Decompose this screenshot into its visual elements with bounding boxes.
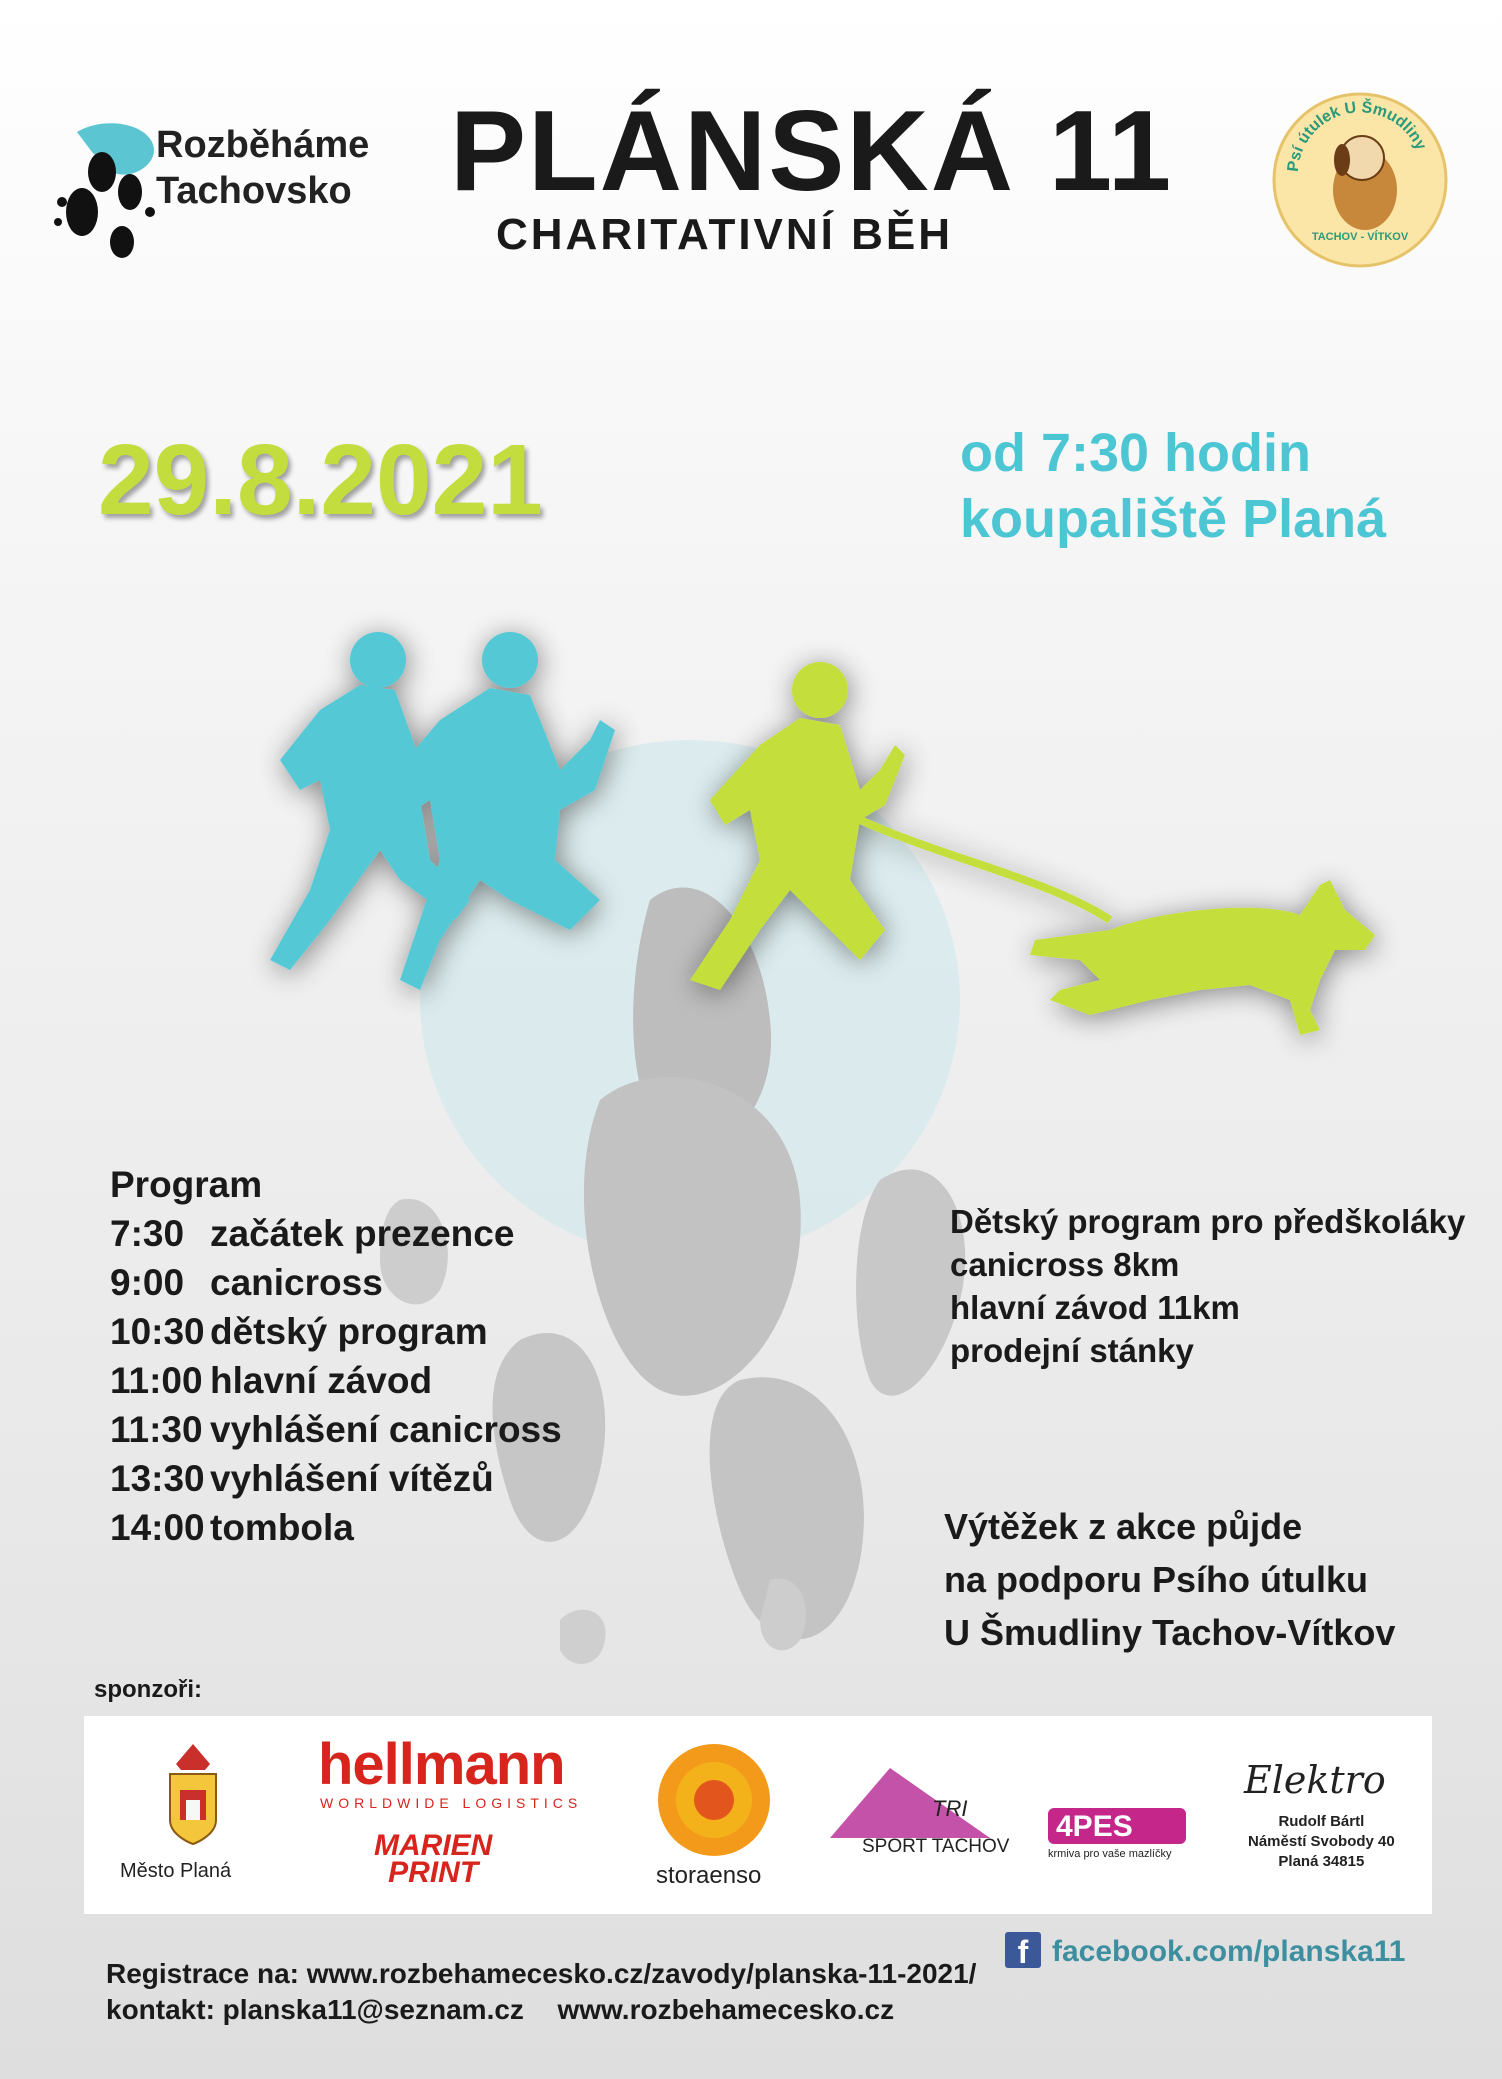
program-time: 11:30 xyxy=(110,1409,203,1450)
page-subtitle: CHARITATIVNÍ BĚH xyxy=(496,210,954,259)
sponsor-4pes-sub: krmiva pro vaše mazlíčky xyxy=(1048,1848,1172,1860)
program-heading: Program xyxy=(110,1164,263,1205)
contact-email[interactable]: kontakt: planska11@seznam.cz xyxy=(106,1994,524,2025)
program-item xyxy=(110,1454,562,1503)
event-date: 29.8.2021 xyxy=(98,424,543,536)
program-label: vyhlášení vítězů xyxy=(210,1458,494,1499)
proceeds-line: na podporu Psího útulku xyxy=(944,1559,1368,1600)
shelter-bottom-text: TACHOV - VÍTKOV xyxy=(1311,231,1409,243)
proceeds-line: U Šmudliny Tachov-Vítkov xyxy=(944,1612,1396,1653)
elektro-addr-line: Rudolf Bártl xyxy=(1278,1813,1365,1830)
registration-link[interactable]: Registrace na: www.rozbehamecesko.cz/zavody/planska-11-2021/ xyxy=(106,1958,977,1989)
info-list xyxy=(950,1200,1465,1372)
sponsor-tri-bottom: SPORT TACHOV xyxy=(862,1836,1010,1857)
facebook-link[interactable]: facebook.com/planska11 xyxy=(1052,1935,1406,1968)
info-line: canicross 8km xyxy=(950,1246,1180,1283)
program-label: vyhlášení canicross xyxy=(210,1409,562,1450)
event-place: koupaliště Planá xyxy=(960,489,1387,549)
program-time: 9:00 xyxy=(110,1262,185,1303)
elektro-addr-line: Náměstí Svobody 40 xyxy=(1248,1833,1395,1850)
club-name-line2: Tachovsko xyxy=(156,170,352,212)
program-time: 11:00 xyxy=(110,1360,203,1401)
proceeds-note xyxy=(944,1500,1395,1659)
elektro-addr-line: Planá 34815 xyxy=(1278,1853,1365,1870)
paw-icon xyxy=(52,112,162,262)
info-line: prodejní stánky xyxy=(950,1332,1194,1369)
sponsor-tri-top: TRI xyxy=(932,1796,968,1821)
program-label: začátek prezence xyxy=(210,1213,515,1254)
coat-of-arms-icon xyxy=(160,1740,226,1850)
sun-icon xyxy=(652,1738,776,1862)
program-list xyxy=(110,1160,562,1552)
program-label: dětský program xyxy=(210,1311,488,1352)
program-item xyxy=(110,1307,562,1356)
triangle-icon xyxy=(830,1768,1010,1838)
program-item xyxy=(110,1258,562,1307)
shelter-ring-text: Psí útulek U Šmudliny xyxy=(1284,99,1430,173)
program-label: hlavní závod xyxy=(210,1360,433,1401)
program-item xyxy=(110,1356,562,1405)
program-time: 14:00 xyxy=(110,1507,205,1548)
sponsor-marien-line2: PRINT xyxy=(388,1856,479,1889)
page-title: PLÁNSKÁ 11 xyxy=(450,88,1174,215)
proceeds-line: Výtěžek z akce půjde xyxy=(944,1506,1303,1547)
sponsor-4pes-text: 4PES xyxy=(1056,1810,1133,1843)
contact-row xyxy=(106,1994,894,2026)
program-label: canicross xyxy=(210,1262,383,1303)
sponsor-marien xyxy=(374,1829,493,1889)
facebook-icon: f xyxy=(1005,1932,1041,1968)
program-time: 13:30 xyxy=(110,1458,205,1499)
event-time-place xyxy=(960,420,1386,552)
sponsor-mesto: Město Planá xyxy=(120,1860,232,1882)
sponsors-label: sponzoři: xyxy=(94,1676,202,1703)
event-time: od 7:30 hodin xyxy=(960,423,1311,483)
program-label: tombola xyxy=(210,1507,354,1548)
website-link[interactable]: www.rozbehamecesko.cz xyxy=(557,1994,895,2025)
club-name-line1: Rozběháme xyxy=(156,124,370,166)
program-time: 7:30 xyxy=(110,1213,185,1254)
sponsor-elektro-address xyxy=(1248,1812,1395,1872)
program-item xyxy=(110,1503,562,1552)
program-time: 10:30 xyxy=(110,1311,205,1352)
sponsor-hellmann: hellmann xyxy=(318,1732,565,1797)
sponsor-storaenso: storaenso xyxy=(656,1862,762,1889)
info-line: hlavní závod 11km xyxy=(950,1289,1240,1326)
info-line: Dětský program pro předškoláky xyxy=(950,1203,1466,1240)
sponsor-elektro: Elektro xyxy=(1244,1758,1386,1802)
club-logo-text xyxy=(156,122,369,214)
dog-icon xyxy=(1270,90,1450,270)
program-item xyxy=(110,1209,562,1258)
sponsor-hellmann-sub: WORLDWIDE LOGISTICS xyxy=(320,1795,583,1811)
program-item xyxy=(110,1405,562,1454)
sponsor-marien-line1: MARIEN xyxy=(374,1829,493,1862)
